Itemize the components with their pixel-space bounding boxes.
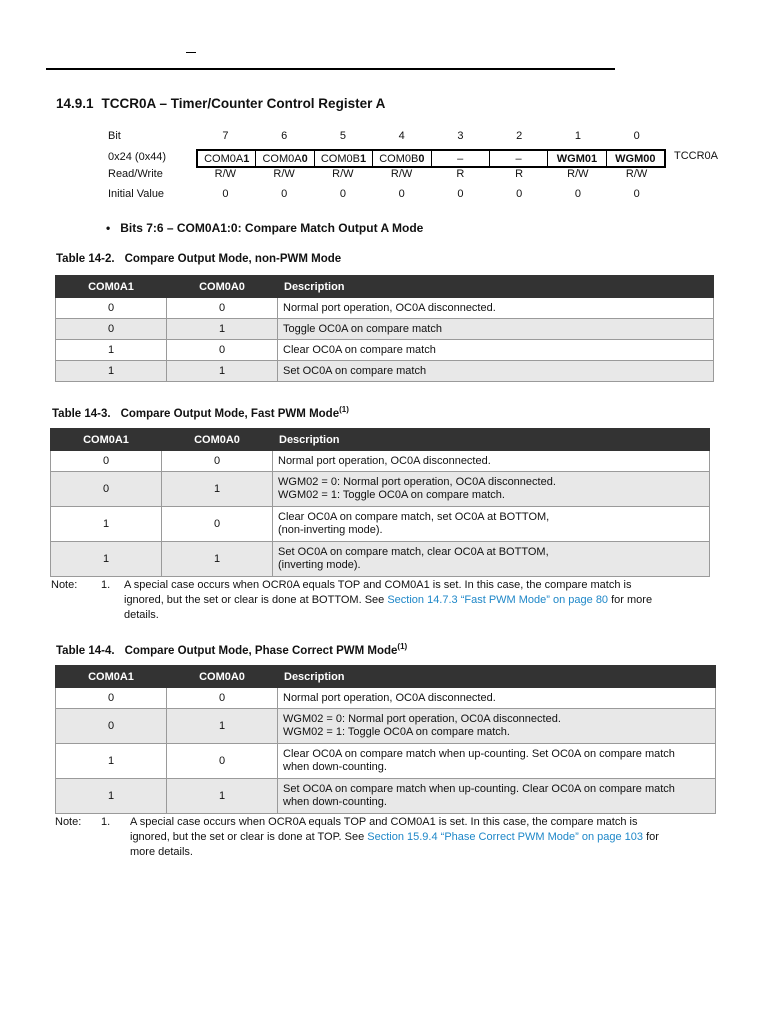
table-title: Compare Output Mode, non-PWM Mode [124, 253, 342, 265]
mode-bit-cell: 0 [56, 319, 167, 340]
description-cell: Clear OC0A on compare match [278, 340, 714, 361]
table-footnote-ref: (1) [339, 405, 349, 414]
table-caption [56, 642, 407, 657]
mode-bit-cell: 0 [56, 709, 167, 744]
bit-initial-value: 0 [516, 188, 523, 200]
register-bit-name: COM0A0 [256, 151, 314, 166]
table-number: Table 14-2. [56, 253, 115, 265]
note-label: Note: [51, 579, 78, 591]
description-cell: Clear OC0A on compare match when up-counting. Set OC0A on compare match when down-counting. [278, 744, 716, 779]
table-header-row [56, 276, 714, 298]
description-cell: Toggle OC0A on compare match [278, 319, 714, 340]
header-rule [46, 68, 615, 70]
bit-number: 0 [633, 130, 640, 142]
bit-number: 4 [398, 130, 405, 142]
mode-bit-cell: 1 [56, 361, 167, 382]
table-note [55, 815, 725, 863]
bit-access: R [456, 168, 465, 180]
column-header: Description [278, 276, 714, 298]
note-number: 1. [101, 579, 111, 591]
mode-bit-cell: 1 [51, 542, 162, 577]
bit-access: R/W [390, 168, 413, 180]
mode-bit-cell: 1 [56, 340, 167, 361]
register-bit-name: COM0B0 [373, 151, 431, 166]
bit-access: R [515, 168, 524, 180]
bit-access: R/W [567, 168, 589, 180]
register-bit-box [196, 149, 666, 168]
section-cross-reference-link[interactable]: Section 14.7.3 “Fast PWM Mode” on page 80 [387, 594, 609, 606]
mode-bit-cell: 1 [167, 709, 278, 744]
mode-bit-cell: 1 [162, 472, 273, 507]
bit-initial-value: 0 [339, 188, 346, 200]
mode-bit-cell: 1 [167, 319, 278, 340]
register-bit-name: – [490, 151, 548, 166]
table-row [56, 744, 716, 779]
column-header: COM0A1 [56, 276, 167, 298]
register-bit-name: WGM00 [615, 153, 656, 165]
table-row [56, 709, 716, 744]
bit-initial-value: 0 [457, 188, 464, 200]
header-dash [186, 52, 196, 53]
mode-bit-cell: 0 [167, 688, 278, 709]
table-row [56, 779, 716, 814]
bit-number: 3 [457, 130, 464, 142]
initial-value-label: Initial Value [108, 188, 165, 200]
mode-bit-cell: 1 [167, 361, 278, 382]
description-cell: Set OC0A on compare match when up-counting. Clear OC0A on compare match when down-counting. [278, 779, 716, 814]
bit-number: 1 [574, 130, 581, 142]
mode-bit-cell: 0 [51, 451, 162, 472]
read-write-label: Read/Write [108, 168, 163, 180]
bit-initial-value: 0 [398, 188, 405, 200]
note-text: A special case occurs when OCR0A equals TOP and COM0A1 is set. In this case, the compare match is ignored, but the set or clear is done at BOTTOM. See Section 14.7.3 “Fast PWM Mode” on page 80 for more details. [124, 579, 653, 621]
table-number: Table 14-4. [56, 644, 115, 657]
table-row [56, 298, 714, 319]
bits-bullet-text: Bits 7:6 – COM0A1:0: Compare Match Output A Mode [120, 221, 424, 235]
section-heading [56, 96, 385, 111]
bit-access: R/W [273, 168, 295, 180]
description-cell: Clear OC0A on compare match, set OC0A at BOTTOM, (non-inverting mode). [273, 507, 710, 542]
table-row [51, 451, 710, 472]
bit-access: R/W [625, 168, 648, 180]
column-header: COM0A1 [56, 666, 167, 688]
compare-output-table [55, 665, 716, 814]
mode-bit-cell: 1 [167, 779, 278, 814]
mode-bit-cell: 1 [56, 744, 167, 779]
table-row [56, 340, 714, 361]
bit-access: R/W [214, 168, 237, 180]
table-header-row [56, 666, 716, 688]
bit-number: 6 [281, 130, 288, 142]
table-row [51, 542, 710, 577]
compare-output-table [55, 275, 714, 382]
mode-bit-cell: 1 [162, 542, 273, 577]
register-bit-name: WGM01 [548, 151, 606, 166]
mode-bit-cell: 0 [167, 744, 278, 779]
bit-number: 2 [516, 130, 523, 142]
address-label: 0x24 (0x44) [108, 151, 167, 163]
table-number: Table 14-3. [52, 407, 111, 420]
compare-output-table [50, 428, 710, 577]
mode-bit-cell: 0 [167, 298, 278, 319]
table-footnote-ref: (1) [397, 642, 408, 651]
description-cell: WGM02 = 0: Normal port operation, OC0A disconnected. WGM02 = 1: Toggle OC0A on compare match. [273, 472, 710, 507]
description-cell: Set OC0A on compare match, clear OC0A at BOTTOM, (inverting mode). [273, 542, 710, 577]
section-cross-reference-link[interactable]: Section 15.9.4 “Phase Correct PWM Mode” on page 103 [367, 831, 644, 843]
column-header: Description [273, 429, 710, 451]
table-row [56, 688, 716, 709]
table-title: Compare Output Mode, Fast PWM Mode [120, 407, 340, 420]
table-row [51, 472, 710, 507]
note-text: A special case occurs when OCR0A equals TOP and COM0A1 is set. In this case, the compare match is ignored, but the set or clear is done at TOP. See Section 15.9.4 “Phase Correct PWM Mode” on page 103 for more details. [130, 816, 659, 858]
table-note [51, 578, 721, 626]
table-caption [56, 253, 341, 265]
mode-bit-cell: 1 [56, 779, 167, 814]
mode-bit-cell: 0 [167, 340, 278, 361]
description-cell: Normal port operation, OC0A disconnected. [278, 688, 716, 709]
description-cell: Normal port operation, OC0A disconnected. [273, 451, 710, 472]
bullet-dot: • [106, 221, 111, 235]
bit-access: R/W [332, 168, 354, 180]
bits-bullet [106, 221, 423, 235]
bit-number: 5 [339, 130, 346, 142]
description-cell: WGM02 = 0: Normal port operation, OC0A disconnected. WGM02 = 1: Toggle OC0A on compare match. [278, 709, 716, 744]
table-header-row [51, 429, 710, 451]
note-label: Note: [55, 816, 82, 828]
description-cell: Normal port operation, OC0A disconnected. [278, 298, 714, 319]
register-bit-name: – [432, 151, 490, 166]
bit-row-label: Bit [108, 130, 121, 142]
table-title: Compare Output Mode, Phase Correct PWM Mode [124, 644, 398, 657]
register-bit-name: COM0A1 [198, 151, 256, 166]
column-header: COM0A0 [167, 276, 278, 298]
register-bit-name: COM0B1 [315, 151, 373, 166]
table-row [51, 507, 710, 542]
section-title: TCCR0A – Timer/Counter Control Register A [101, 96, 386, 111]
bit-number: 7 [222, 130, 229, 142]
column-header: COM0A1 [51, 429, 162, 451]
table-row [56, 319, 714, 340]
section-number: 14.9.1 [56, 96, 94, 111]
mode-bit-cell: 0 [162, 451, 273, 472]
column-header: Description [278, 666, 716, 688]
mode-bit-cell: 1 [51, 507, 162, 542]
mode-bit-cell: 0 [51, 472, 162, 507]
bit-initial-value: 0 [222, 188, 229, 200]
column-header: COM0A0 [167, 666, 278, 688]
mode-bit-cell: 0 [56, 298, 167, 319]
table-caption [52, 405, 349, 420]
mode-bit-cell: 0 [162, 507, 273, 542]
description-cell: Set OC0A on compare match [278, 361, 714, 382]
mode-bit-cell: 0 [56, 688, 167, 709]
table-row [56, 361, 714, 382]
bit-initial-value: 0 [633, 188, 640, 200]
bit-initial-value: 0 [574, 188, 581, 200]
register-name: TCCR0A [674, 150, 719, 162]
bit-initial-value: 0 [281, 188, 288, 200]
column-header: COM0A0 [162, 429, 273, 451]
note-number: 1. [101, 816, 111, 828]
